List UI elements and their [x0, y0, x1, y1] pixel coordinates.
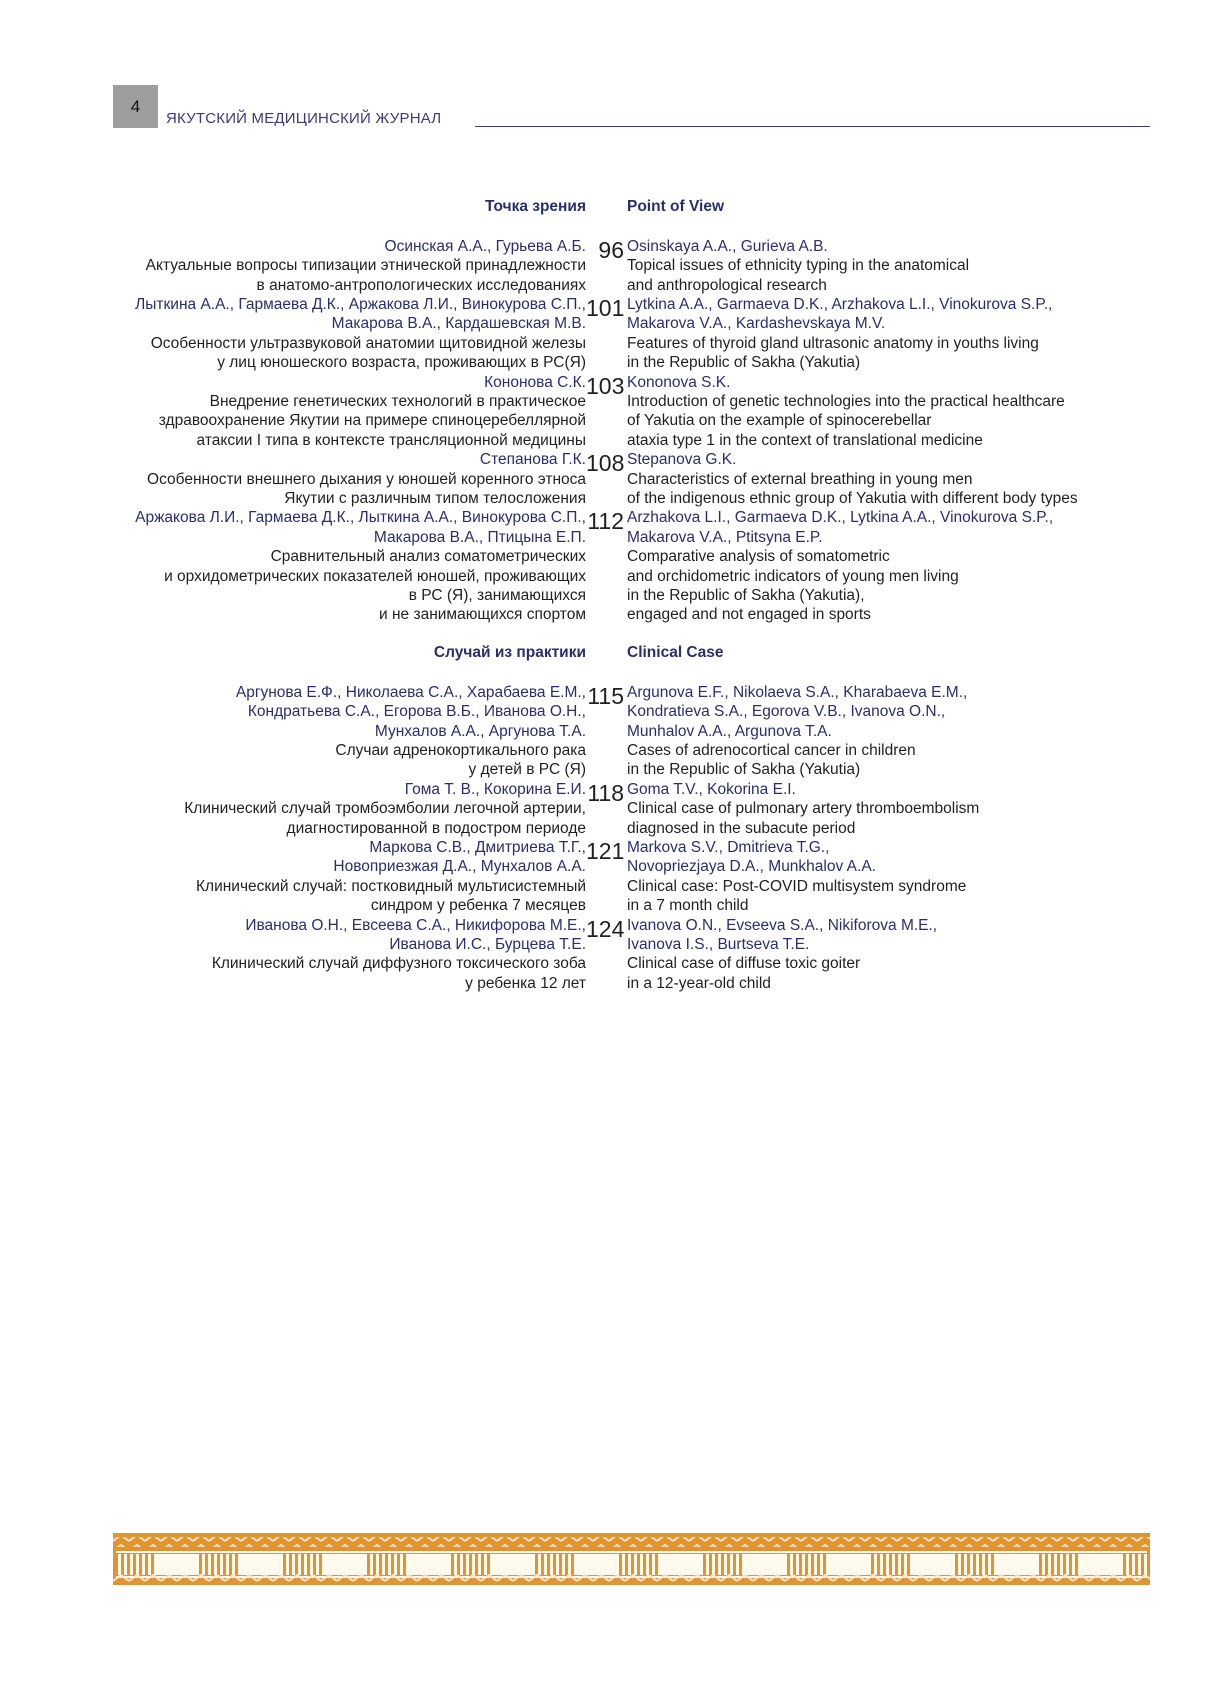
title-en: Comparative analysis of somatometric [627, 548, 890, 566]
title-en: in the Republic of Sakha (Yakutia) [627, 761, 861, 779]
authors-ru: Кондратьева С.А., Егорова В.Б., Иванова О.Н., [247, 703, 586, 721]
entry-russian [0, 450, 586, 508]
title-en: Cases of adrenocortical cancer in children [627, 742, 916, 760]
title-ru: у детей в РС (Я) [468, 761, 586, 779]
authors-en: Osinskaya A.A., Gurieva A.B. [627, 237, 828, 255]
title-ru: в РС (Я), занимающихся [408, 586, 586, 604]
title-en: engaged and not engaged in sports [627, 606, 871, 624]
authors-en: Ivanova I.S., Burtseva T.E. [627, 935, 810, 953]
authors-ru: Степанова Г.К. [479, 451, 586, 469]
authors-ru: Иванова И.С., Бурцева Т.Е. [389, 935, 586, 953]
title-en: and orchidometric indicators of young men living [627, 567, 959, 585]
authors-en: Makarova V.A., Kardashevskaya M.V. [627, 315, 886, 333]
title-ru: Якутии с различным типом телосложения [284, 489, 586, 507]
page-ref: 96 [598, 236, 624, 263]
title-ru: Особенности ультразвуковой анатомии щитовидной железы [150, 334, 586, 352]
title-ru: атаксии I типа в контексте трансляционной медицины [196, 431, 586, 449]
title-ru: Случаи адренокортикального рака [335, 742, 586, 760]
authors-en: Kondratieva S.A., Egorova V.B., Ivanova O.N., [627, 703, 946, 721]
entry-english [627, 237, 969, 295]
title-ru: диагностированной в подостром периоде [286, 819, 586, 837]
toc-entry [0, 838, 1208, 916]
authors-ru: Осинская А.А., Гурьева А.Б. [384, 237, 586, 255]
entry-english [627, 450, 1078, 508]
entry-english [627, 780, 979, 838]
authors-ru: Аржакова Л.И., Гармаева Д.К., Лыткина А.А., Винокурова С.П., [135, 509, 586, 527]
title-ru: Актуальные вопросы типизации этнической принадлежности [145, 257, 586, 275]
title-en: of the indigenous ethnic group of Yakutia with different body types [627, 489, 1078, 507]
section-heading-ru: Точка зрения [485, 198, 586, 215]
title-en: Clinical case of pulmonary artery thromboembolism [627, 800, 980, 818]
title-ru: и не занимающихся спортом [379, 606, 586, 624]
entry-russian [0, 780, 586, 838]
authors-en: Argunova E.F., Nikolaeva S.A., Kharabaeva E.M., [627, 683, 968, 701]
page-ref: 112 [587, 508, 624, 535]
section-heading-en: Clinical Case [627, 644, 724, 661]
authors-en: Lytkina A.A., Garmaeva D.K., Arzhakova L.I., Vinokurova S.P., [627, 296, 1053, 314]
toc-entry [0, 683, 1208, 780]
authors-en: Markova S.V., Dmitrieva T.G., [627, 839, 830, 857]
title-ru: Особенности внешнего дыхания у юношей коренного этноса [147, 470, 586, 488]
title-en: ataxia type 1 in the context of translational medicine [627, 431, 983, 449]
toc-entry [0, 780, 1208, 838]
section-heading [0, 198, 1208, 217]
authors-en: Goma T.V., Kokorina E.I. [627, 780, 796, 798]
authors-ru: Макарова В.А., Кардашевская М.В. [331, 315, 586, 333]
header-rule [475, 126, 1150, 127]
title-en: Clinical case of diffuse toxic goiter [627, 955, 861, 973]
entry-russian [0, 373, 586, 451]
ornament-border [113, 1533, 1150, 1585]
toc-entry [0, 508, 1208, 624]
authors-en: Ivanova O.N., Evseeva S.A., Nikiforova M.E., [627, 916, 938, 934]
entry-english [627, 295, 1052, 373]
title-ru: здравоохранение Якутии на примере спиноцеребеллярной [158, 412, 586, 430]
title-ru: у ребенка 12 лет [465, 974, 586, 992]
authors-ru: Макарова В.А., Птицына Е.П. [373, 528, 586, 546]
authors-en: Arzhakova L.I., Garmaeva D.K., Lytkina A.A., Vinokurova S.P., [627, 509, 1054, 527]
section-clinical-case [0, 644, 1208, 993]
toc-entry [0, 450, 1208, 508]
journal-title: ЯКУТСКИЙ МЕДИЦИНСКИЙ ЖУРНАЛ [166, 110, 442, 127]
entry-russian [0, 508, 586, 624]
authors-ru: Аргунова Е.Ф., Николаева С.А., Харабаева Е.М., [235, 683, 586, 701]
entry-english [627, 373, 1065, 451]
title-ru: у лиц юношеского возраста, проживающих в РС(Я) [217, 354, 586, 372]
title-en: Introduction of genetic technologies into the practical healthcare [627, 393, 1065, 411]
section-heading-ru: Случай из практики [433, 644, 586, 661]
page-ref: 115 [587, 682, 624, 709]
spacer [0, 663, 1208, 683]
title-en: Characteristics of external breathing in young men [627, 470, 973, 488]
authors-ru: Мунхалов А.А., Аргунова Т.А. [374, 722, 586, 740]
authors-ru: Кононова С.К. [484, 373, 586, 391]
title-ru: Внедрение генетических технологий в практическое [209, 393, 586, 411]
title-en: of Yakutia on the example of spinocerebellar [627, 412, 932, 430]
entry-russian [0, 295, 586, 373]
title-ru: Сравнительный анализ соматометрических [270, 548, 586, 566]
authors-ru: Новоприезжая Д.А., Мунхалов А.А. [333, 858, 586, 876]
page-ref: 101 [586, 295, 625, 322]
entry-russian [0, 838, 586, 916]
entry-english [627, 838, 966, 916]
entry-english [627, 916, 937, 994]
title-ru: Клинический случай диффузного токсического зоба [211, 955, 586, 973]
section-heading-en: Point of View [627, 198, 725, 215]
section-heading [0, 644, 1208, 663]
title-en: in the Republic of Sakha (Yakutia), [627, 586, 865, 604]
entry-english [627, 683, 967, 780]
toc-entry [0, 295, 1208, 373]
title-ru: синдром у ребенка 7 месяцев [370, 897, 586, 915]
title-ru: и орхидометрических показателей юношей, проживающих [164, 567, 586, 585]
authors-en: Munhalov A.A., Argunova T.A. [627, 722, 832, 740]
page-number: 4 [130, 96, 141, 116]
entry-english [627, 508, 1053, 624]
entry-russian [0, 237, 586, 295]
page-ref: 124 [586, 915, 625, 942]
page-ref: 108 [586, 450, 625, 477]
page-ref: 103 [586, 372, 625, 399]
title-en: Topical issues of ethnicity typing in the anatomical [627, 257, 970, 275]
authors-en: Novopriezjaya D.A., Munkhalov A.A. [627, 858, 876, 876]
title-en: in a 7 month child [627, 897, 749, 915]
title-en: in a 12-year-old child [627, 974, 771, 992]
section-point-of-view [0, 198, 1208, 625]
title-ru: Клинический случай: постковидный мультисистемный [196, 877, 586, 895]
toc-entry [0, 916, 1208, 994]
title-en: Clinical case: Post-COVID multisystem syndrome [627, 877, 967, 895]
page-number-box [113, 85, 158, 128]
title-en: Features of thyroid gland ultrasonic anatomy in youths living [627, 334, 1039, 352]
authors-en: Stepanova G.K. [627, 451, 737, 469]
spacer [0, 217, 1208, 237]
title-ru: в анатомо-антропологических исследованиях [256, 276, 586, 294]
authors-en: Kononova S.K. [627, 373, 731, 391]
authors-en: Makarova V.A., Ptitsyna E.P. [627, 528, 823, 546]
title-en: and anthropological research [627, 276, 827, 294]
toc-entry [0, 373, 1208, 451]
title-ru: Клинический случай тромбоэмболии легочной артерии, [184, 800, 586, 818]
page-ref: 121 [586, 838, 625, 865]
title-en: in the Republic of Sakha (Yakutia) [627, 354, 861, 372]
authors-ru: Иванова О.Н., Евсеева С.А., Никифорова М.Е., [245, 916, 586, 934]
toc-entry [0, 237, 1208, 295]
authors-ru: Лыткина А.А., Гармаева Д.К., Аржакова Л.И., Винокурова С.П., [135, 296, 586, 314]
authors-ru: Маркова С.В., Дмитриева Т.Г., [369, 839, 586, 857]
page-ref: 118 [587, 779, 624, 806]
entry-russian [0, 683, 586, 780]
title-en: diagnosed in the subacute period [627, 819, 856, 837]
authors-ru: Гома Т. В., Кокорина Е.И. [404, 780, 586, 798]
entry-russian [0, 916, 586, 994]
